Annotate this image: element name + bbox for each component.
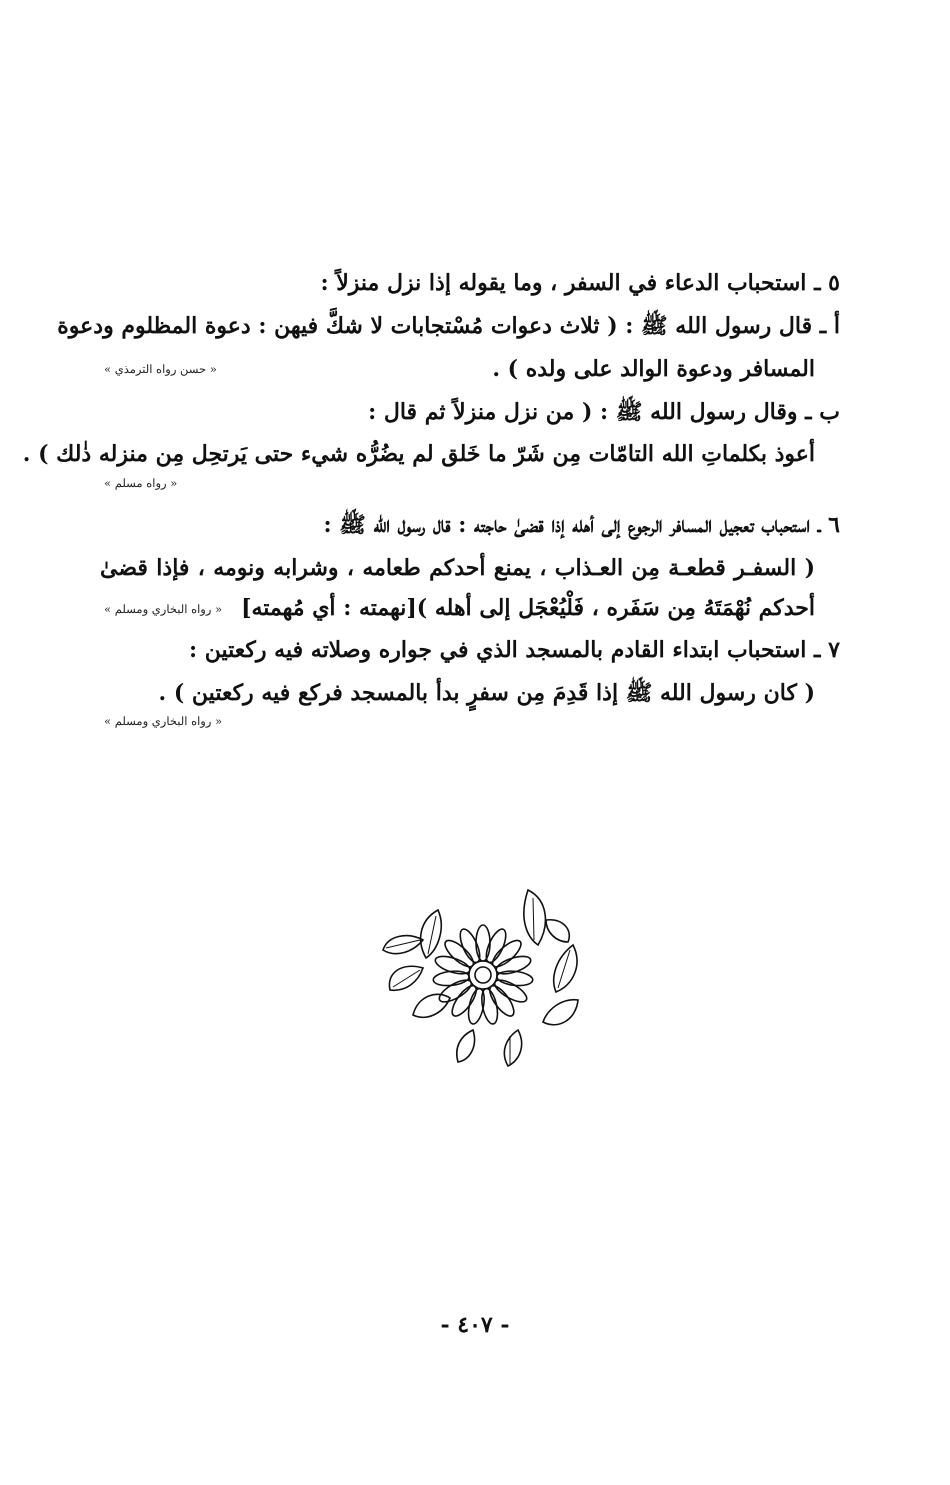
section-5b-line-1: ب ـ وقال رسول الله ﷺ : ( من نزل منزلاً ثم قال :: [368, 399, 840, 425]
section-5a-line-1: أ ـ قال رسول الله ﷺ : ( ثلاث دعوات مُسْتجابات لا شكَّ فيهن : دعوة المظلوم ودعوة: [57, 313, 840, 339]
page-number: - ٤٠٧ -: [440, 1312, 510, 1338]
section-7-heading: ٧ ـ استحباب ابتداء القادم بالمسجد الذي في جواره وصلاته فيه ركعتين :: [188, 637, 840, 663]
section-6-line-2: أحدكم نُهْمَتَهُ مِن سَفَره ، فَلْيُعْجَل إلى أهله )[نهمته : أي مُهمته]: [241, 595, 815, 621]
section-7-line-1: ( كان رسول الله ﷺ إذا قَدِمَ مِن سفرٍ بدأ بالمسجد فركع فيه ركعتين ) .: [158, 680, 815, 706]
hadith-source-tirmidhi: « حسن رواه الترمذي »: [104, 362, 217, 376]
section-5-heading: ٥ ـ استحباب الدعاء في السفر ، وما يقوله إذا نزل منزلاً :: [320, 270, 840, 296]
section-5a-line-2: المسافر ودعوة الوالد على ولده ) .: [492, 356, 815, 382]
section-5b-line-2: أعوذ بكلماتِ الله التامّات مِن شَرّ ما خَلق لم يضُرُّه شيء حتى يَرتحِل مِن منزله ذٰلك ) .: [22, 441, 815, 467]
hadith-source-bukhari-muslim-1: « رواه البخاري ومسلم »: [104, 602, 223, 616]
section-6-line-1: ( السفـر قطعـة مِن العـذاب ، يمنع أحدكم طعامه ، وشرابه ونومه ، فإذا قضىٰ: [100, 555, 815, 581]
hadith-source-muslim: « رواه مسلم »: [104, 476, 178, 490]
flower-ornament-icon: [378, 880, 588, 1070]
section-6-heading: ٦ ـ استحباب تعجيل المسافر الرجوع إلى أهله إذا قضىٰ حاجته : قال رسول الله ﷺ :: [323, 512, 840, 538]
hadith-source-bukhari-muslim-2: « رواه البخاري ومسلم »: [104, 714, 223, 728]
